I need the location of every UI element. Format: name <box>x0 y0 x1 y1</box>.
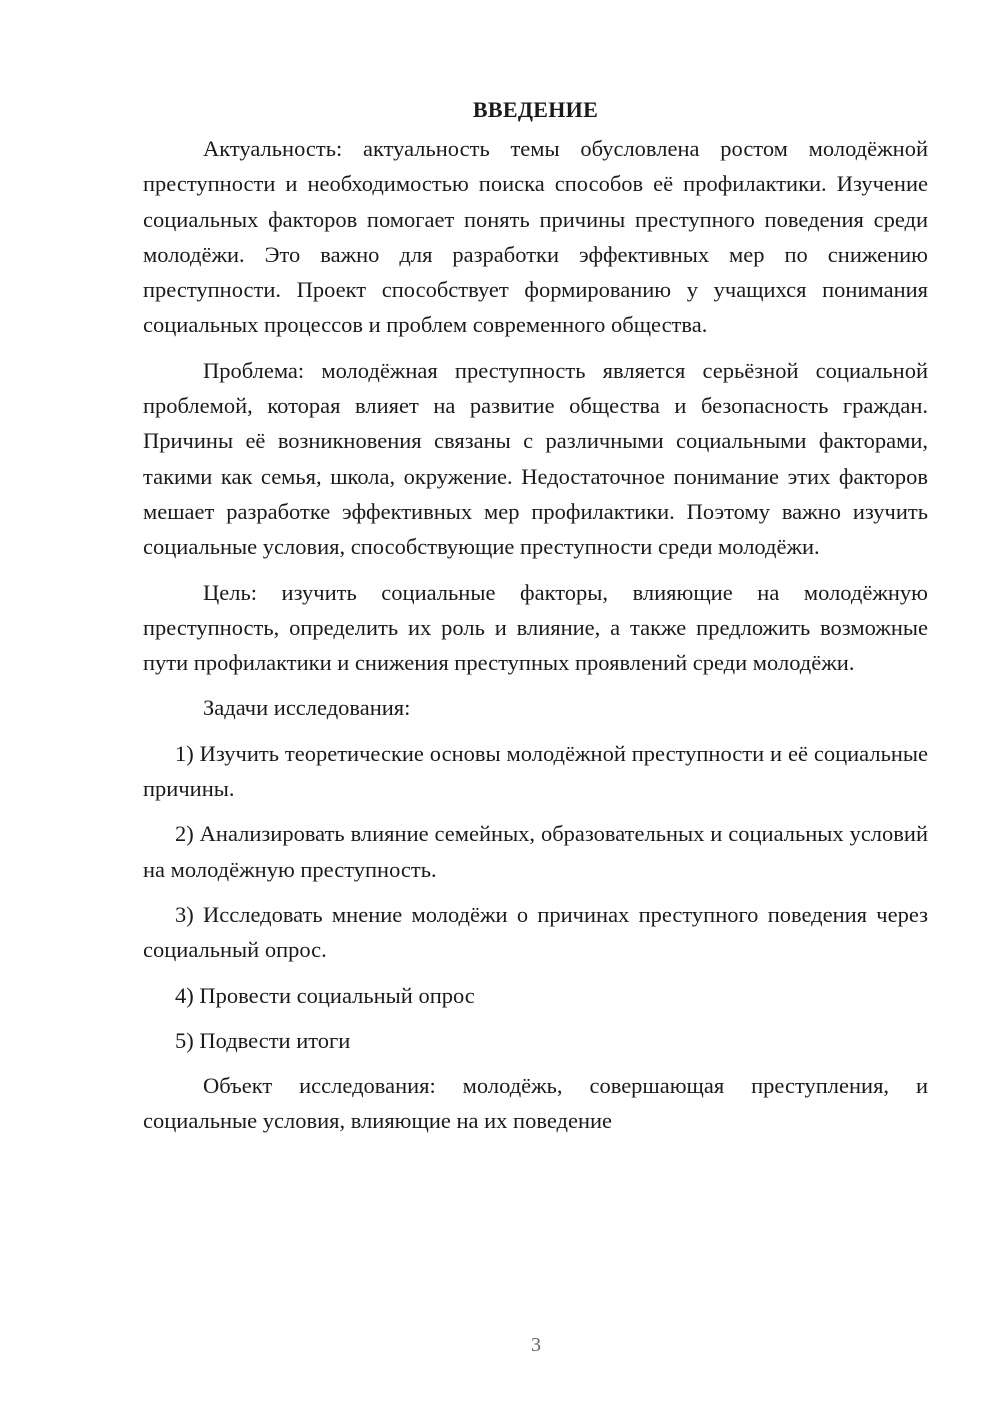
tasks-heading: Задачи исследования: <box>203 695 411 721</box>
goal-paragraph: Цель: изучить социальные факторы, влияющие на молодёжную преступность, определить их роль и влияние, а также предложить возможные пути профилактики и снижения преступных проявлений среди молодёжи. <box>143 579 928 676</box>
page-number: 3 <box>531 1334 541 1356</box>
task-item-3: 3) Исследовать мнение молодёжи о причинах преступного поведения через социальный опрос. <box>143 901 928 963</box>
task-item-1: 1) Изучить теоретические основы молодёжной преступности и её социальные причины. <box>143 740 928 802</box>
task-item-5: 5) Подвести итоги <box>175 1027 351 1053</box>
task-item-4: 4) Провести социальный опрос <box>175 982 475 1008</box>
relevance-paragraph: Актуальность: актуальность темы обусловлена ростом молодёжной преступности и необходимостью поиска способов её профилактики. Изучение социальных факторов помогает понять причины преступного поведения среди молодёжи. Это важно для разработки эффективных мер по снижению преступности. Проект способствует формированию у учащихся понимания социальных процессов и проблем современного общества. <box>143 136 928 338</box>
section-title: ВВЕДЕНИЕ <box>472 97 599 122</box>
problem-paragraph: Проблема: молодёжная преступность является серьёзной социальной проблемой, которая влияет на развитие общества и безопасность граждан. Причины её возникновения связаны с различными социальными факторами, такими как семья, школа, окружение. Недостаточное понимание этих факторов мешает разработке эффективных мер профилактики. Поэтому важно изучить социальные условия, способствующие преступности среди молодёжи. <box>143 357 928 560</box>
task-item-2: 2) Анализировать влияние семейных, образовательных и социальных условий на молодёжную преступность. <box>143 821 928 882</box>
document-page <box>143 95 928 1149</box>
object-paragraph: Объект исследования: молодёжь, совершающая преступления, и социальные условия, влияющие на их поведение <box>143 1073 928 1134</box>
